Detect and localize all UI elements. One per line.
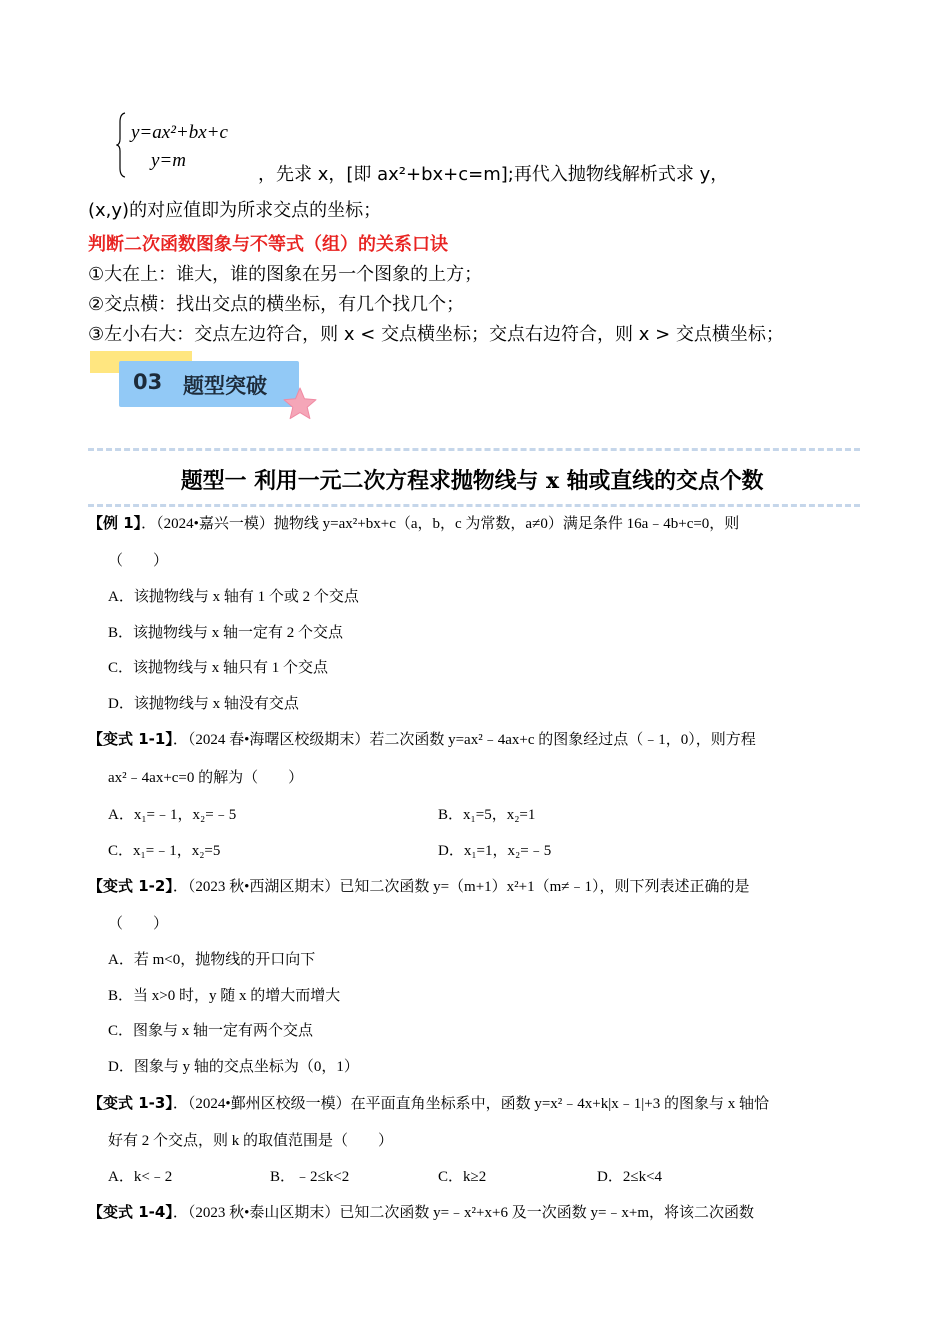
variant-1-2-option-b[interactable]: B．当 x>0 时，y 随 x 的增大而增大 <box>108 988 341 1004</box>
example-1-option-d[interactable]: D．该抛物线与 x 轴没有交点 <box>108 696 299 712</box>
variant-1-1-option-d[interactable]: D．x₁=1，x₂=﹣5 <box>438 843 552 859</box>
example-1-option-b[interactable]: B．该抛物线与 x 轴一定有 2 个交点 <box>108 625 344 641</box>
variant-1-2-tag: 【变式 1-2】 <box>88 877 173 895</box>
variant-1-3-option-d[interactable]: D．2≤k<4 <box>597 1169 663 1185</box>
section-label: 题型突破 <box>183 374 267 398</box>
variant-1-2-stem: 【变式 1-2】．（2023 秋•西湖区期末）已知二次函数 y=（m+1）x²+1（m≠﹣1），则下列表述正确的是 <box>88 877 750 895</box>
system-equation-1: y=ax²+bx+c <box>131 122 228 143</box>
variant-1-3-tag: 【变式 1-3】 <box>88 1094 173 1112</box>
variant-1-3-stem-cont: 好有 2 个交点，则 k 的取值范围是（ ） <box>108 1133 394 1149</box>
variant-1-4-stem: 【变式 1-4】．（2023 秋•泰山区期末）已知二次函数 y=﹣x²+x+6 及一次函数 y=﹣x+m，将该二次函数 <box>88 1203 755 1221</box>
variant-1-1-option-c[interactable]: C．x₁=﹣1，x₂=5 <box>108 843 221 859</box>
variant-1-2-option-a[interactable]: A．若 m<0，抛物线的开口向下 <box>108 952 316 968</box>
system-equation-2: y=m <box>151 150 186 171</box>
variant-1-3-stem: 【变式 1-3】．（2024•鄞州区校级一模）在平面直角坐标系中，函数 y=x²﹣4x+k|x﹣1|+3 的图象与 x 轴恰 <box>88 1094 769 1112</box>
divider-top <box>88 448 860 451</box>
variant-1-2-option-c[interactable]: C．图象与 x 轴一定有两个交点 <box>108 1023 314 1039</box>
star-icon <box>282 386 318 422</box>
divider-bottom <box>88 504 860 507</box>
example-1-blank: （ ） <box>108 553 169 569</box>
variant-1-3-option-a[interactable]: A．k<﹣2 <box>108 1169 173 1185</box>
rule-2: ②交点横：找出交点的横坐标，有几个找几个； <box>88 294 465 315</box>
variant-1-3-option-c[interactable]: C．k≥2 <box>438 1169 487 1185</box>
intro-line-2: (x,y)的对应值即为所求交点的坐标； <box>88 200 382 221</box>
variant-1-2-option-d[interactable]: D．图象与 y 轴的交点坐标为（0，1） <box>108 1059 359 1075</box>
left-brace-icon <box>116 112 126 178</box>
variant-1-3-option-b[interactable]: B．﹣2≤k<2 <box>270 1169 350 1185</box>
example-1-option-c[interactable]: C．该抛物线与 x 轴只有 1 个交点 <box>108 660 329 676</box>
variant-1-1-stem-cont: ax²﹣4ax+c=0 的解为（ ） <box>108 770 304 786</box>
example-1-tag: 【例 1】 <box>88 514 142 532</box>
variant-1-4-tag: 【变式 1-4】 <box>88 1203 173 1221</box>
variant-1-2-blank: （ ） <box>108 916 169 932</box>
intro-line-1: ，先求 x，[即 ax²+bx+c=m];再代入抛物线解析式求 y， <box>258 164 729 185</box>
variant-1-1-option-b[interactable]: B．x₁=5，x₂=1 <box>438 807 536 823</box>
rule-1: ①大在上：谁大，谁的图象在另一个图象的上方； <box>88 264 483 285</box>
variant-1-1-option-a[interactable]: A．x₁=﹣1，x₂=﹣5 <box>108 807 237 823</box>
variant-1-1-tag: 【变式 1-1】 <box>88 730 173 748</box>
mnemonic-heading: 判断二次函数图象与不等式（组）的关系口诀 <box>88 234 448 255</box>
example-1-stem: 【例 1】．（2024•嘉兴一模）抛物线 y=ax²+bx+c（a，b，c 为常数，a≠0）满足条件 16a﹣4b+c=0，则 <box>88 514 740 532</box>
section-number: 03 <box>133 370 163 394</box>
topic-title: 题型一 利用一元二次方程求抛物线与 x 轴或直线的交点个数 <box>180 468 764 494</box>
rule-3: ③左小右大：交点左边符合，则 x < 交点横坐标；交点右边符合，则 x > 交点横坐标； <box>88 324 784 345</box>
variant-1-1-stem: 【变式 1-1】．（2024 春•海曙区校级期末）若二次函数 y=ax²﹣4ax+c 的图象经过点（﹣1，0），则方程 <box>88 730 756 748</box>
example-1-option-a[interactable]: A．该抛物线与 x 轴有 1 个或 2 个交点 <box>108 589 359 605</box>
